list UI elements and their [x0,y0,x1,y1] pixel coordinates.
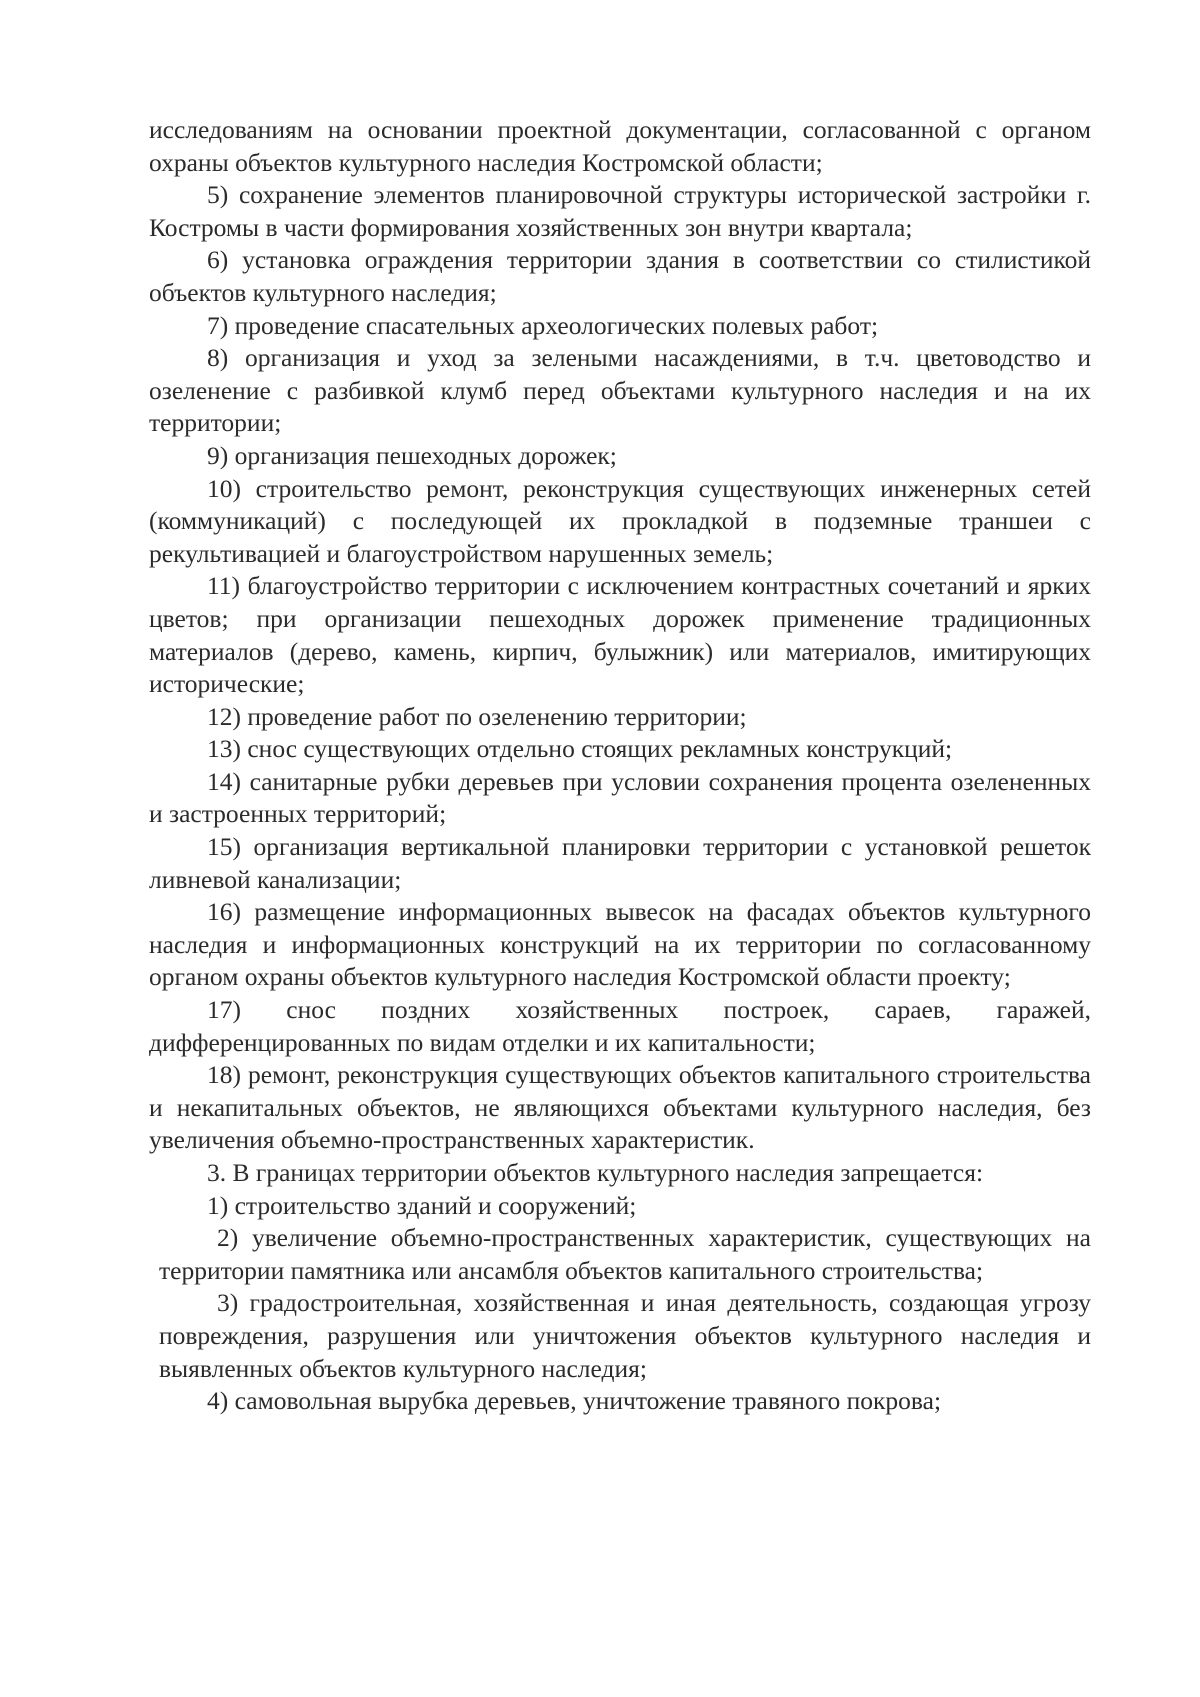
list-item-13: 13) снос существующих отдельно стоящих рекламных конструкций; [207,734,953,764]
list-item-18: 18) ремонт, реконструкция существующих объектов капитального строительства и некапитальных объектов, не являющихся объектами культурного наследия, без увеличения объемно-пространственных характеристик. [149,1060,1091,1155]
prohibited-item-1: 1) строительство зданий и сооружений; [207,1190,637,1220]
prohibited-item-3: 3) градостроительная, хозяйственная и иная деятельность, создающая угрозу повреждения, разрушения или уничтожения объектов культурного наследия и выявленных объектов культурного наследия; [159,1288,1091,1383]
list-item-16: 16) размещение информационных вывесок на фасадах объектов культурного наследия и информационных конструкций на их территории по согласованному органом охраны объектов культурного наследия Костромской области проекту; [149,897,1091,992]
list-item-10: 10) строительство ремонт, реконструкция существующих инженерных сетей (коммуникаций) с последующей их прокладкой в подземные траншеи с рекультивацией и благоустройством нарушенных земель; [149,473,1091,568]
list-item-11: 11) благоустройство территории с исключением контрастных сочетаний и ярких цветов; при организации пешеходных дорожек применение традиционных материалов (дерево, камень, кирпич, булыжник) или материалов, имитирующих исторические; [149,571,1091,699]
list-item-17: 17) снос поздних хозяйственных построек, сараев, гаражей, дифференцированных по видам отделки и их капитальности; [149,995,1091,1057]
list-item-9: 9) организация пешеходных дорожек; [207,440,617,470]
list-item-8: 8) организация и уход за зелеными насаждениями, в т.ч. цветоводство и озеленение с разбивкой клумб перед объектами культурного наследия и на их территории; [149,343,1091,438]
list-item-12: 12) проведение работ по озеленению территории; [207,701,747,731]
prohibited-item-4: 4) самовольная вырубка деревьев, уничтожение травяного покрова; [207,1386,942,1416]
list-item-5: 5) сохранение элементов планировочной структуры исторической застройки г. Костромы в части формирования хозяйственных зон внутри квартала; [149,180,1091,242]
list-item-6: 6) установка ограждения территории здания в соответствии со стилистикой объектов культурного наследия; [149,245,1091,307]
section-3-heading: 3. В границах территории объектов культурного наследия запрещается: [207,1158,984,1187]
list-item-7: 7) проведение спасательных археологических полевых работ; [207,310,879,340]
document-page [149,114,1091,1418]
prohibited-item-2: 2) увеличение объемно-пространственных характеристик, существующих на территории памятника или ансамбля объектов капитального строительства; [159,1223,1091,1285]
list-item-14: 14) санитарные рубки деревьев при условии сохранения процента озелененных и застроенных территорий; [149,766,1091,829]
paragraph-continuation: исследованиям на основании проектной документации, согласованной с органом охраны объектов культурного наследия Костромской области; [149,115,1091,177]
list-item-15: 15) организация вертикальной планировки территории с установкой решеток ливневой канализации; [149,832,1091,894]
